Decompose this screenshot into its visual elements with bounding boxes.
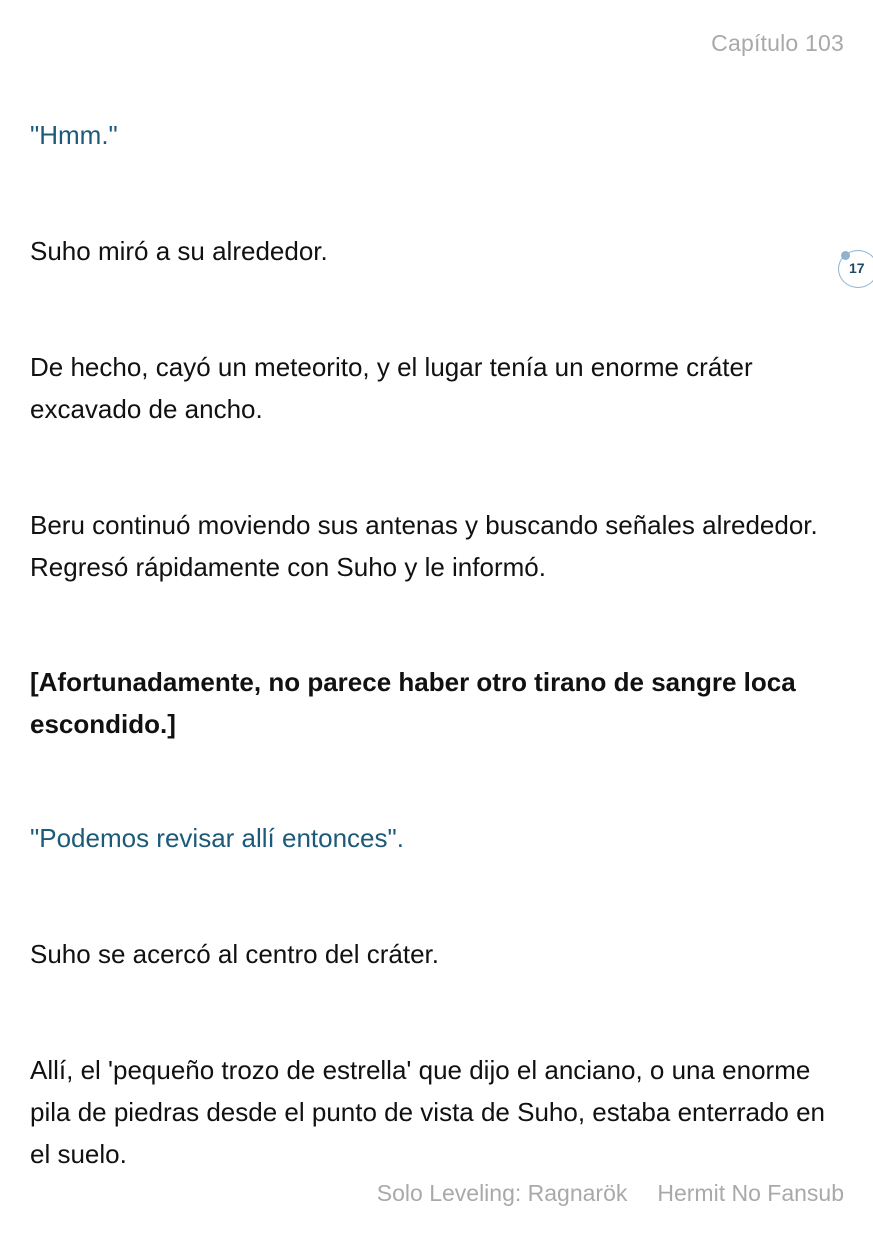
footer-translator: Hermit No Fansub <box>657 1180 844 1206</box>
dialogue-paragraph: "Hmm." <box>30 120 118 150</box>
page-number: 17 <box>849 260 865 276</box>
dialogue-paragraph: "Podemos revisar allí entonces". <box>30 823 404 853</box>
chapter-header: Capítulo 103 <box>711 30 844 56</box>
badge-dot-icon <box>841 251 850 260</box>
footer-novel-title: Solo Leveling: Ragnarök <box>376 1180 628 1206</box>
page-number-badge[interactable] <box>838 250 873 288</box>
narration-paragraph: Allí, el 'pequeño trozo de estrella' que dijo el anciano, o una enorme pila de piedras desde el punto de vista de Suho, estaba enterrado en el suelo. <box>30 1055 826 1169</box>
narration-paragraph: Beru continuó moviendo sus antenas y buscando señales alrededor. Regresó rápidamente con Suho y le informó. <box>30 510 818 582</box>
narration-paragraph: De hecho, cayó un meteorito, y el lugar tenía un enorme cráter excavado de ancho. <box>30 352 753 424</box>
narration-paragraph: Suho miró a su alrededor. <box>30 236 328 266</box>
page-footer <box>377 1180 844 1207</box>
narration-paragraph: Suho se acercó al centro del cráter. <box>30 939 440 969</box>
system-message-paragraph: [Afortunadamente, no parece haber otro tirano de sangre loca escondido.] <box>30 667 796 739</box>
